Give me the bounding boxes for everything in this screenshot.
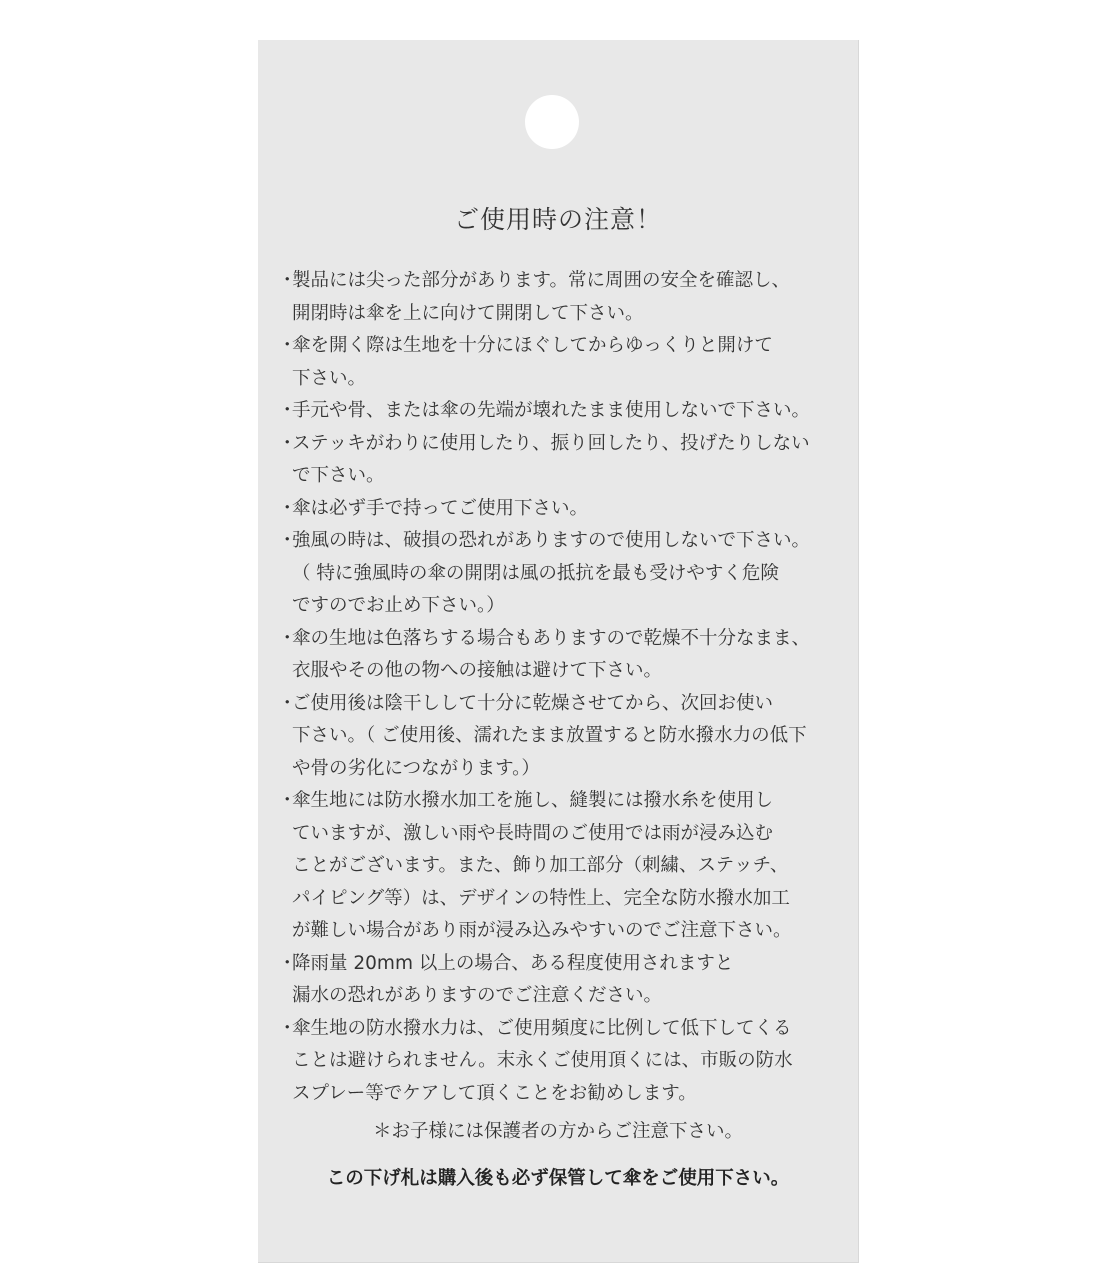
caution-text: 降雨量 20mm 以上の場合、ある程度使用されますと 漏水の恐れがありますのでご注意ください。	[292, 952, 734, 1006]
caution-item	[278, 1013, 848, 1111]
tag-hole	[525, 95, 579, 149]
caution-text: 傘生地には防水撥水加工を施し、縫製には撥水糸を使用し ていますが、激しい雨や長時間のご使用では雨が浸み込む ことがございます。また、飾り加工部分（刺繍、ステッチ、 パイピング等）は、デザインの特性上、完全な防水撥水加工 が難しい場合があり雨が浸み込みやすいのでご注意下さい。	[292, 790, 792, 941]
bullet-mark: ・	[278, 270, 297, 291]
caution-text: 製品には尖った部分があります。常に周囲の安全を確認し、 開閉時は傘を上に向けて開閉して下さい。	[292, 270, 791, 324]
bullet-mark: ・	[278, 335, 297, 356]
caution-text: 傘の生地は色落ちする場合もありますので乾燥不十分なまま、 衣服やその他の物への接触は避けて下さい。	[292, 627, 811, 681]
care-tag	[258, 40, 859, 1263]
bullet-mark: ・	[278, 627, 297, 649]
bullet-mark: ・	[278, 530, 297, 551]
bullet-mark: ・	[278, 692, 297, 714]
bullet-mark: ・	[278, 952, 297, 974]
tag-title: ご使用時の注意！	[453, 205, 662, 234]
caution-item	[278, 395, 848, 428]
caution-text: 手元や骨、または傘の先端が壊れたまま使用しないで下さい。	[292, 400, 811, 421]
caution-item	[278, 428, 848, 493]
bullet-mark: ・	[278, 432, 297, 454]
caution-item	[278, 525, 848, 623]
caution-list	[278, 265, 848, 1110]
caution-item	[278, 623, 848, 688]
caution-item	[278, 688, 848, 786]
caution-text: 傘は必ず手で持ってご使用下さい。	[292, 497, 589, 519]
bullet-mark: ・	[278, 400, 297, 421]
keep-tag-note: この下げ札は購入後も必ず保管して傘をご使用下さい。	[326, 1168, 790, 1189]
caution-text: 傘生地の防水撥水力は、ご使用頻度に比例して低下してくる ことは避けられません。末永くご使用頂くには、市販の防水 スプレー等でケアして頂くことをお勧めします。	[292, 1017, 793, 1104]
caution-item	[278, 785, 848, 948]
bullet-mark: ・	[278, 497, 297, 519]
child-caution-note: ＊お子様には保護者の方からご注意下さい。	[372, 1121, 743, 1142]
caution-text: ステッキがわりに使用したり、振り回したり、投げたりしない で下さい。	[292, 432, 810, 486]
caution-item	[278, 493, 848, 526]
caution-text: ご使用後は陰干しして十分に乾燥させてから、次回お使い 下さい。（ ご使用後、濡れたまま放置すると防水撥水力の低下 や骨の劣化につながります。）	[292, 692, 807, 779]
caution-text: 傘を開く際は生地を十分にほぐしてからゆっくりと開けて 下さい。	[292, 335, 773, 389]
bullet-mark: ・	[278, 790, 297, 811]
caution-item	[278, 330, 848, 395]
caution-item	[278, 948, 848, 1013]
caution-item	[278, 265, 848, 330]
caution-text: 強風の時は、破損の恐れがありますので使用しないで下さい。 （ 特に強風時の傘の開閉は風の抵抗を最も受けやすく危険 ですのでお止め下さい。）	[292, 530, 811, 616]
bullet-mark: ・	[278, 1017, 297, 1039]
